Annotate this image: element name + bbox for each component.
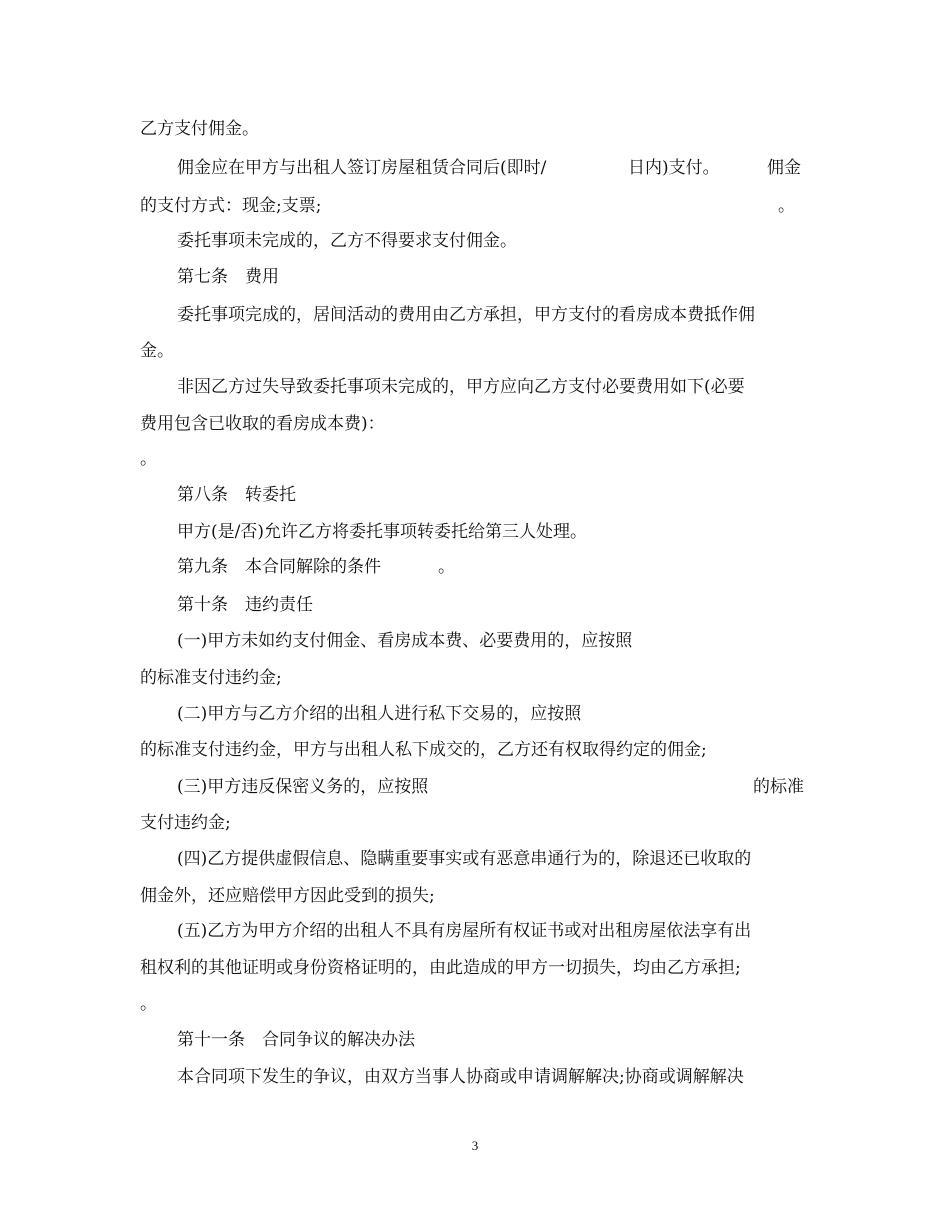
article-heading: 第十一条 合同争议的解决办法 — [177, 1030, 415, 1050]
text-line: (一)甲方未如约支付佣金、看房成本费、必要费用的，应按照 — [177, 631, 633, 651]
text-line: 佣金应在甲方与出租人签订房屋租赁合同后(即时/ — [177, 158, 547, 178]
text-line: 日内)支付。 — [628, 158, 720, 178]
text-line: 佣金 — [767, 158, 801, 178]
text-line: 的支付方式：现金;支票; — [140, 196, 322, 216]
text-line: (二)甲方与乙方介绍的出租人进行私下交易的，应按照 — [177, 704, 582, 724]
text-line: 委托事项完成的，居间活动的费用由乙方承担，甲方支付的看房成本费抵作佣 — [177, 305, 755, 325]
text-line: 。 — [140, 449, 157, 469]
text-line: (四)乙方提供虚假信息、隐瞒重要事实或有恶意串通行为的，除退还已收取的 — [177, 849, 752, 869]
article-heading: 第十条 违约责任 — [177, 595, 313, 615]
text-line: 委托事项未完成的，乙方不得要求支付佣金。 — [177, 231, 517, 251]
text-line: 的标准 — [753, 777, 804, 797]
text-line: 的标准支付违约金; — [140, 668, 282, 688]
text-line: 甲方(是/否)允许乙方将委托事项转委托给第三人处理。 — [177, 522, 587, 542]
text-line: 支付违约金; — [140, 813, 231, 833]
text-line: 本合同项下发生的争议，由双方当事人协商或申请调解解决;协商或调解解决 — [177, 1067, 744, 1087]
article-heading: 第七条 费用 — [177, 267, 279, 287]
text-line: 租权利的其他证明或身份资格证明的，由此造成的甲方一切损失，均由乙方承担; — [140, 958, 741, 978]
text-line: 非因乙方过失导致委托事项未完成的，甲方应向乙方支付必要费用如下(必要 — [177, 377, 745, 397]
text-line: 。 — [438, 557, 455, 577]
text-line: 费用包含已收取的看房成本费)： — [140, 414, 385, 434]
text-line: (三)甲方违反保密义务的，应按照 — [177, 777, 429, 797]
text-line: 的标准支付违约金，甲方与出租人私下成交的，乙方还有权取得约定的佣金; — [140, 740, 707, 760]
text-line: 。 — [778, 196, 795, 216]
text-line: (五)乙方为甲方介绍的出租人不具有房屋所有权证书或对出租房屋依法享有出 — [177, 921, 752, 941]
text-line: 。 — [140, 994, 157, 1014]
article-heading: 第九条 本合同解除的条件 — [177, 557, 381, 577]
page-number: 3 — [471, 1138, 479, 1153]
text-line: 金。 — [140, 341, 174, 361]
text-line: 佣金外，还应赔偿甲方因此受到的损失; — [140, 886, 435, 906]
text-line: 乙方支付佣金。 — [140, 119, 259, 139]
article-heading: 第八条 转委托 — [177, 485, 296, 505]
